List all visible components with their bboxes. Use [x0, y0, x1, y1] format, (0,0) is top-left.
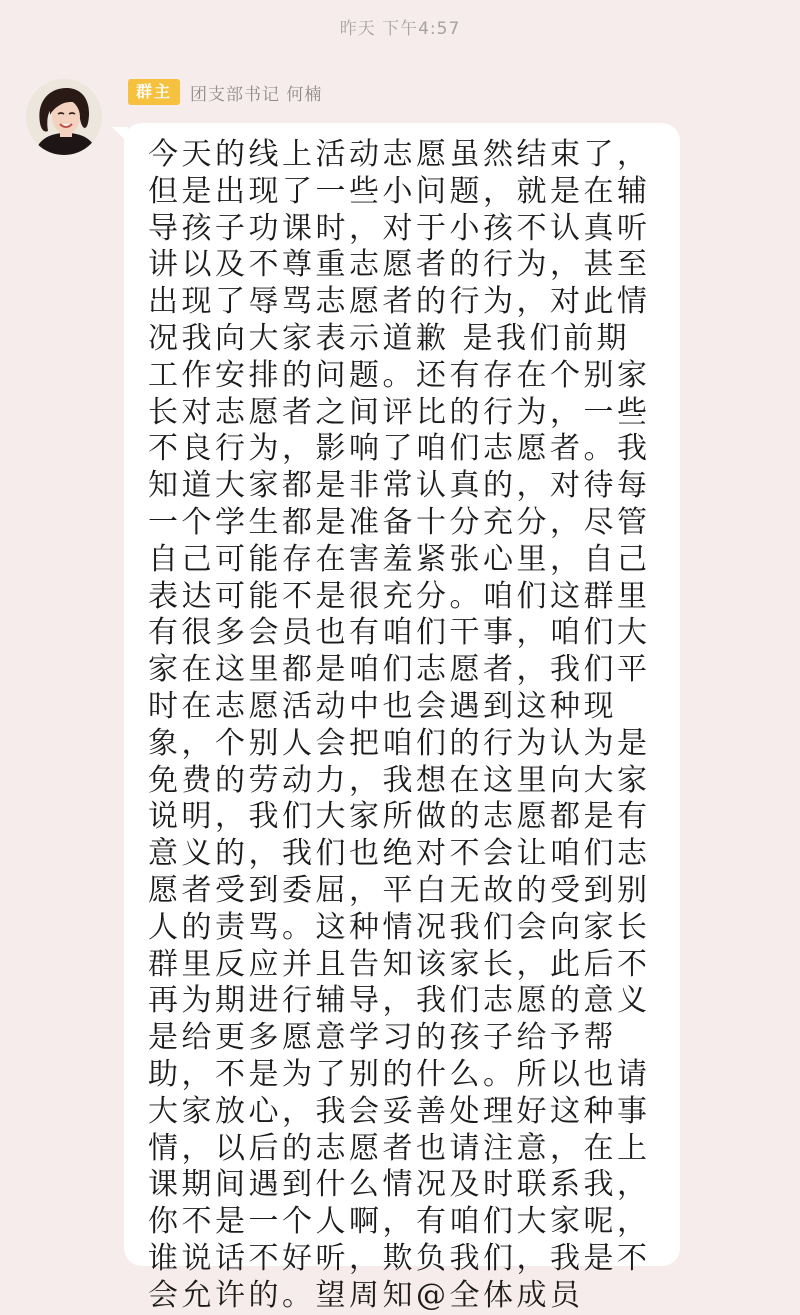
sender-name[interactable]: 团支部书记 何楠 — [190, 84, 323, 105]
group-owner-badge: 群主 — [128, 79, 180, 105]
message-timestamp: 昨天 下午4:57 — [339, 19, 461, 39]
sender-info — [128, 78, 322, 106]
sender-avatar[interactable] — [26, 79, 102, 155]
message-bubble[interactable] — [124, 123, 680, 1313]
avatar-photo-icon — [26, 79, 102, 155]
message-text: 今天的线上活动志愿虽然结束了，但是出现了一些小问题，就是在辅导孩子功课时，对于小孩不认真听讲以及不尊重志愿者的行为，甚至出现了辱骂志愿者的行为，对此情况我向大家表示道歉 是我们前期工作安排的问题。还有存在个别家长对志愿者之间评比的行为，一些不良行为，影响了咱们志愿者。我知道大家都是非常认真的，对待每一个学生都是准备十分充分，尽管自己可能存在害羞紧张心里，自己表达可能不是很充分。咱们这群里有很多会员也有咱们干事，咱们大家在这里都是咱们志愿者，我们平时在志愿活动中也会遇到这种现象，个别人会把咱们的行为认为是免费的劳动力，我想在这里向大家说明，我们大家所做的志愿都是有意义的，我们也绝对不会让咱们志愿者受到委屈，平白无故的受到别人的责骂。这种情况我们会向家长群里反应并且告知该家长，此后不再为期进行辅导，我们志愿的意义是给更多愿意学习的孩子给予帮助，不是为了别的什么。所以也请大家放心，我会妥善处理好这种事情，以后的志愿者也请注意，在上课期间遇到什么情况及时联系我，你不是一个人啊，有咱们大家呢，谁说话不好听，欺负我们，我是不会允许的。望周知@全体成员 — [148, 137, 651, 1313]
